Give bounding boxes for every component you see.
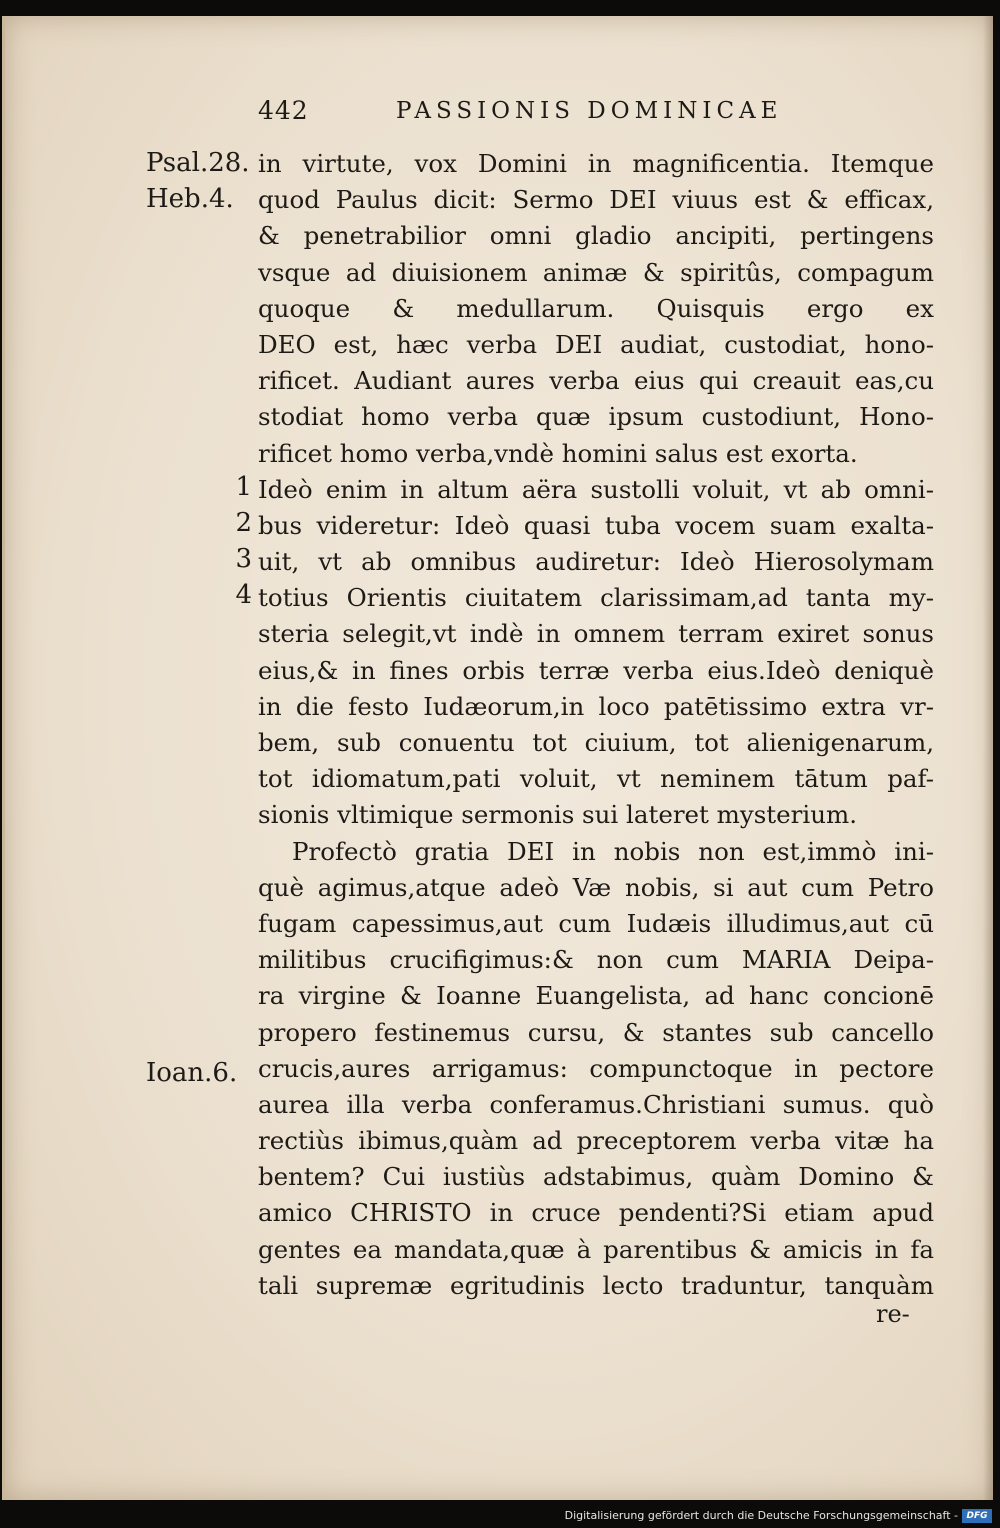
- text-line: rificet. Audiant aures verba eius qui creauit eas,cu: [258, 366, 934, 396]
- text-line: quoque & medullarum. Quisquis ergo ex: [258, 293, 934, 323]
- page-number: 442: [258, 96, 309, 125]
- text-line: rificet homo verba,vndè homini salus est exorta.: [258, 438, 858, 468]
- body-text: [258, 146, 934, 1304]
- text-line: Profectò gratia DEI in nobis non est,immò ini-: [292, 836, 934, 866]
- text-line: militibus crucifigimus:& non cum MARIA Deipa-: [258, 945, 934, 975]
- margin-numeral-3: 3: [235, 544, 252, 574]
- text-line: stodiat homo verba quæ ipsum custodiunt, Hono-: [258, 402, 934, 432]
- margin-numeral-1: 1: [235, 472, 252, 502]
- text-line: quod Paulus dicit: Sermo DEI viuus est & efficax,: [258, 185, 934, 215]
- margin-note-psalm: Psal.28.: [146, 148, 250, 178]
- text-line: propero festinemus cursu, & stantes sub cancello: [258, 1017, 934, 1047]
- text-line: rectiùs ibimus,quàm ad preceptorem verba vitæ ha: [258, 1126, 934, 1156]
- text-line: Ideò enim in altum aëra sustolli voluit, vt ab omni-: [258, 474, 934, 504]
- text-line: sionis vltimique sermonis sui lateret mysterium.: [258, 800, 857, 830]
- text-line: ra virgine & Ioanne Euangelista, ad hanc concionē: [258, 981, 934, 1011]
- text-line: & penetrabilior omni gladio ancipiti, pertingens: [258, 221, 934, 251]
- text-line: bentem? Cui iustiùs adstabimus, quàm Domino &: [258, 1162, 934, 1192]
- margin-note-john: Ioan.6.: [146, 1058, 238, 1088]
- text-line: DEO est, hæc verba DEI audiat, custodiat, hono-: [258, 329, 934, 359]
- text-line: bem, sub conuentu tot ciuium, tot alienigenarum,: [258, 728, 934, 757]
- text-line: què agimus,atque adeò Væ nobis, si aut cum Petro: [258, 872, 934, 902]
- running-title: PASSIONIS DOMINICAE: [396, 98, 783, 124]
- text-line: gentes ea mandata,quæ à parentibus & amicis in fa: [258, 1234, 934, 1264]
- text-line: eius,& in fines orbis terræ verba eius.Ideò deniquè: [258, 655, 934, 685]
- text-line: fugam capessimus,aut cum Iudæis illudimus,aut cū: [258, 908, 934, 938]
- dfg-logo-icon: DFG: [962, 1509, 992, 1523]
- text-line: crucis,aures arrigamus: compunctoque in pectore: [258, 1053, 934, 1083]
- text-line: in virtute, vox Domini in magnificentia. Itemque: [258, 149, 934, 178]
- text-line: in die festo Iudæorum,in loco patētissimo extra vr-: [258, 691, 934, 721]
- text-line: tali supremæ egritudinis lecto traduntur, tanquàm: [258, 1270, 934, 1300]
- text-line: totius Orientis ciuitatem clarissimam,ad tanta my-: [258, 583, 934, 613]
- text-line: amico CHRISTO in cruce pendenti?Si etiam apud: [258, 1198, 934, 1228]
- text-line: bus videretur: Ideò quasi tuba vocem suam exalta-: [258, 510, 934, 540]
- text-line: aurea illa verba conferamus.Christiani sumus. quò: [258, 1089, 934, 1119]
- margin-note-hebrews: Heb.4.: [146, 184, 234, 214]
- margin-numeral-4: 4: [235, 580, 252, 610]
- funding-credit: Digitalisierung gefördert durch die Deutsche Forschungsgemeinschaft -: [564, 1509, 958, 1522]
- catchword: re-: [876, 1300, 910, 1328]
- text-line: vsque ad diuisionem animæ & spiritûs, compagum: [258, 257, 934, 287]
- footer-bar: [0, 1500, 1000, 1528]
- text-line: steria selegit,vt indè in omnem terram exiret sonus: [258, 619, 934, 649]
- text-line: uit, vt ab omnibus audiretur: Ideò Hierosolymam: [258, 547, 934, 577]
- margin-numeral-2: 2: [235, 508, 252, 538]
- running-head: [258, 96, 818, 136]
- page-edge-shadow: [983, 16, 993, 1500]
- text-line: tot idiomatum,pati voluit, vt neminem tātum paf-: [258, 764, 934, 794]
